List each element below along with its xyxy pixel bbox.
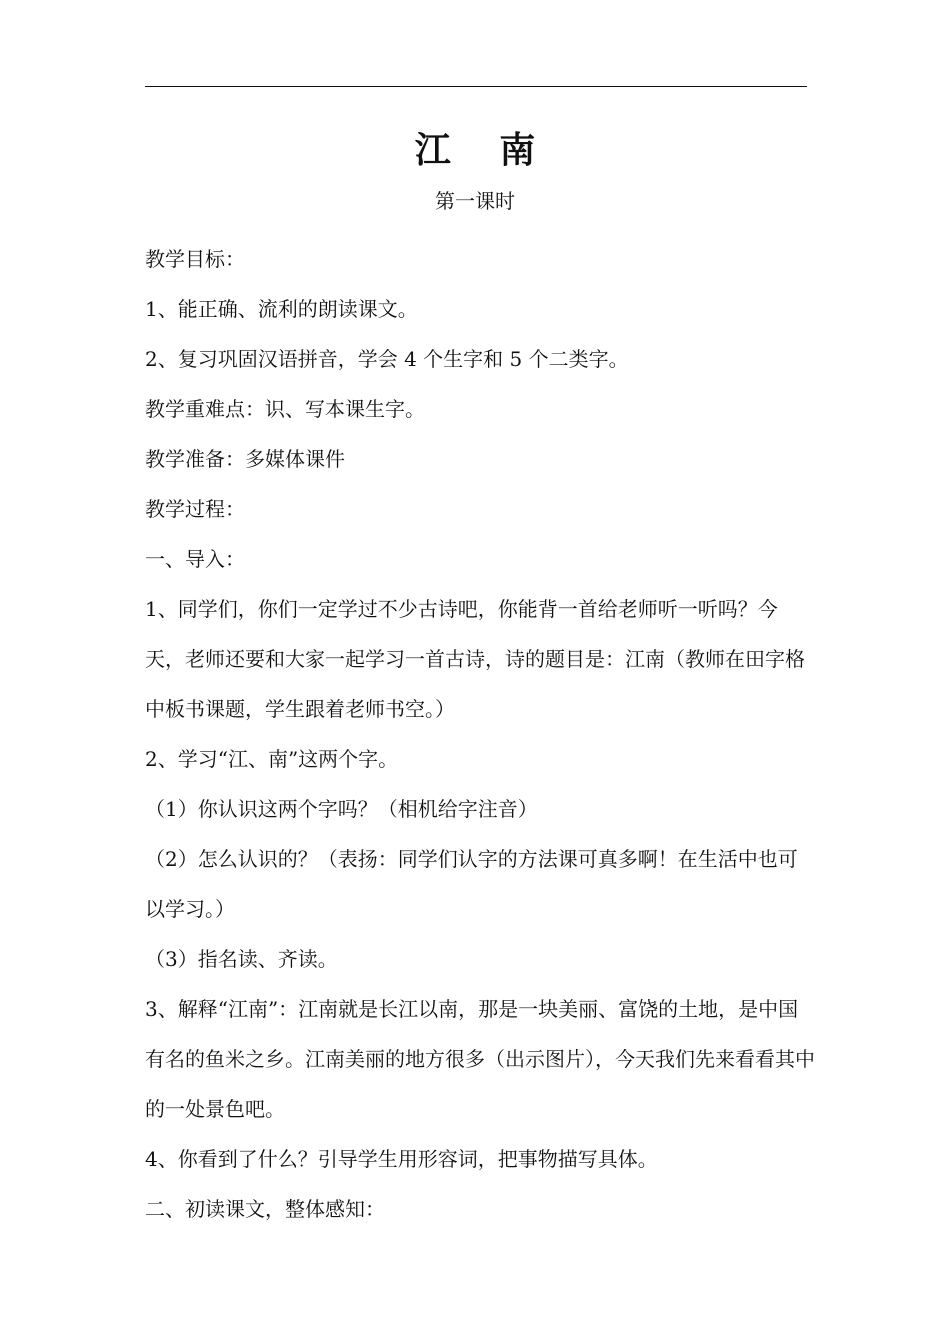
paragraph: （1）你认识这两个字吗？（相机给字注音） [145, 797, 538, 821]
paragraph: 教学过程： [145, 497, 245, 521]
paragraph: 教学目标： [145, 247, 245, 271]
paragraph: 1、同学们，你们一定学过不少古诗吧，你能背一首给老师听一听吗？今天，老师还要和大家一起学习一首古诗，诗的题目是：江南（教师在田字格中板书课题，学生跟着老师书空。） [145, 597, 805, 721]
document-title: 江 南 [414, 130, 536, 171]
paragraph: 教学重难点：识、写本课生字。 [145, 397, 425, 421]
paragraph: 4、你看到了什么？引导学生用形容词，把事物描写具体。 [145, 1147, 658, 1171]
paragraph: （3）指名读、齐读。 [145, 947, 338, 971]
paragraph: 一、导入： [145, 547, 245, 571]
paragraph: 3、解释“江南”：江南就是长江以南，那是一块美丽、富饶的土地，是中国有名的鱼米之乡。江南美丽的地方很多（出示图片），今天我们先来看看其中的一处景色吧。 [145, 997, 815, 1121]
paragraph: 1、能正确、流利的朗读课文。 [145, 297, 418, 321]
paragraph: 教学准备：多媒体课件 [145, 447, 345, 471]
document-subtitle: 第一课时 [435, 189, 515, 213]
paragraph: 2、复习巩固汉语拼音，学会 4 个生字和 5 个二类字。 [145, 347, 629, 371]
paragraph: 2、学习“江、南”这两个字。 [145, 747, 399, 771]
paragraph: 二、初读课文，整体感知： [145, 1197, 385, 1221]
paragraph: （2）怎么认识的？（表扬：同学们认字的方法课可真多啊！在生活中也可以学习。） [145, 847, 798, 921]
header-rule [145, 86, 807, 87]
document-body [145, 234, 815, 1234]
